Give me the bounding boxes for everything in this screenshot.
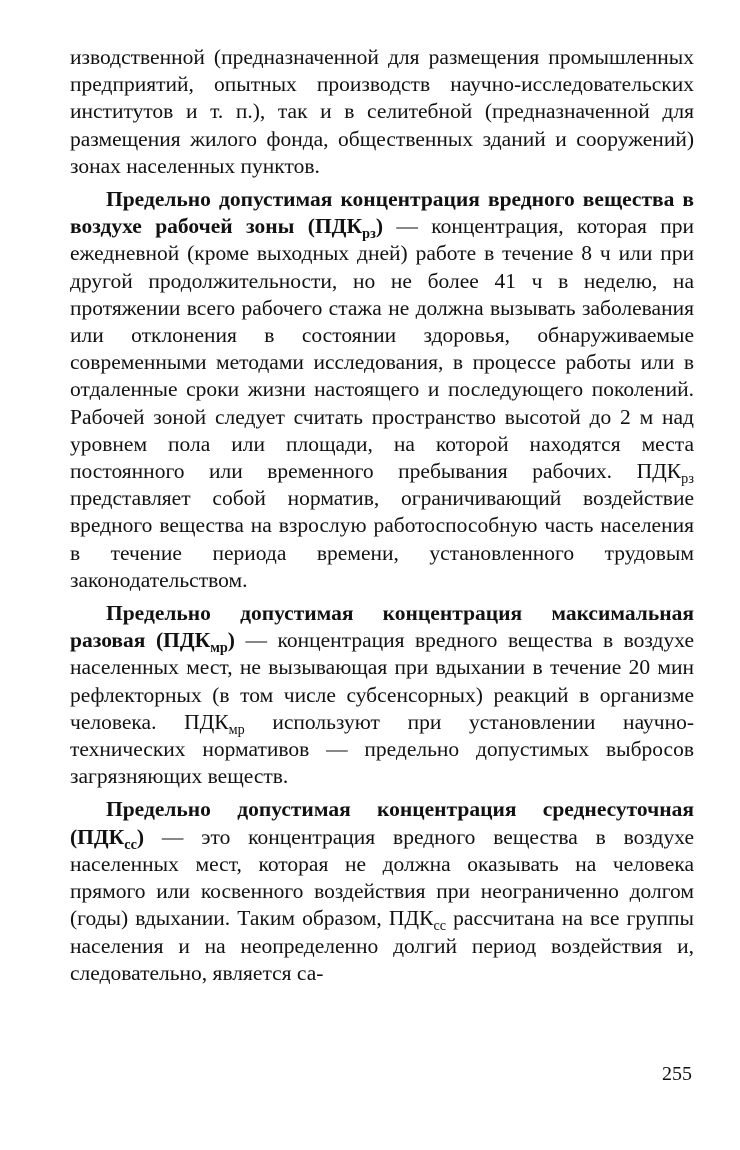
term-subscript: рз	[362, 226, 376, 243]
term-subscript: мр	[210, 640, 228, 657]
term-subscript: сс	[124, 836, 137, 853]
definition-text-continued: представляет собой норматив, ограничивающий воздействие вредного вещества на взрослую работоспособную часть населения в течение периода времени, установленного трудовым законодательством.	[70, 486, 694, 592]
term-close: )	[136, 824, 145, 849]
paragraph-pdk-ss	[70, 796, 694, 986]
inline-subscript: рз	[681, 471, 694, 487]
definition-text: — это концентрация вредного вещества в воздухе населенных мест, которая не должна оказывать на человека прямого или косвенного воздействия при неограниченно долгом (годы) вдыхании. Таким образом, ПДК	[70, 824, 694, 931]
paragraph-pdk-mr	[70, 600, 694, 790]
term-close: )	[227, 628, 235, 653]
term-text: Предельно допустимая концентрация максимальная разовая (ПДК	[70, 601, 694, 653]
inline-subscript: сс	[433, 918, 447, 935]
term-text: Предельно допустимая концентрация среднесуточная (ПДК	[70, 797, 694, 849]
definition-text-continued: используют при установлении научно-технических нормативов — предельно допустимых выбросов загрязняющих веществ.	[70, 709, 694, 789]
definition-text: — концентрация вредного вещества в воздухе населенных мест, не вызывающая при вдыхании в течение 20 мин рефлекторных (в том числе субсенсорных) реакций в организме человека. ПДК	[70, 628, 694, 734]
term-close: )	[375, 214, 384, 239]
definition-text: — концентрация, которая при ежедневной (кроме выходных дней) работе в течение 8 ч или при другой продолжительности, но не более 41 ч в неделю, на протяжении всего рабочего стажа не должна вызывать заболевания или отклонения в состоянии здоровья, обнаруживаемые современными методами исследования, в процессе работы или в отдаленные сроки жизни настоящего и последующего поколений. Рабочей зоной следует считать пространство высотой до 2 м над уровнем пола или площади, на которой находятся места постоянного или временного пребывания рабочих. ПДК	[70, 214, 694, 484]
definition-text-continued: рассчитана на все группы населения и на неопределенно долгий период воздействия и, следовательно, является са-	[70, 906, 694, 985]
paragraph-continuation: изводственной (предназначенной для размещения промышленных предприятий, опытных производств научно-исследовательских институтов и т. п.), так и в селитебной (предназначенной для размещения жилого фонда, общественных зданий и сооружений) зонах населенных пунктов.	[70, 45, 694, 178]
inline-subscript: мр	[228, 721, 245, 738]
page-number: 255	[662, 1063, 692, 1085]
term-text: Предельно допустимая концентрация вредного вещества в воздухе рабочей зоны (ПДК	[70, 187, 694, 239]
paragraph-pdk-rz	[70, 186, 694, 594]
